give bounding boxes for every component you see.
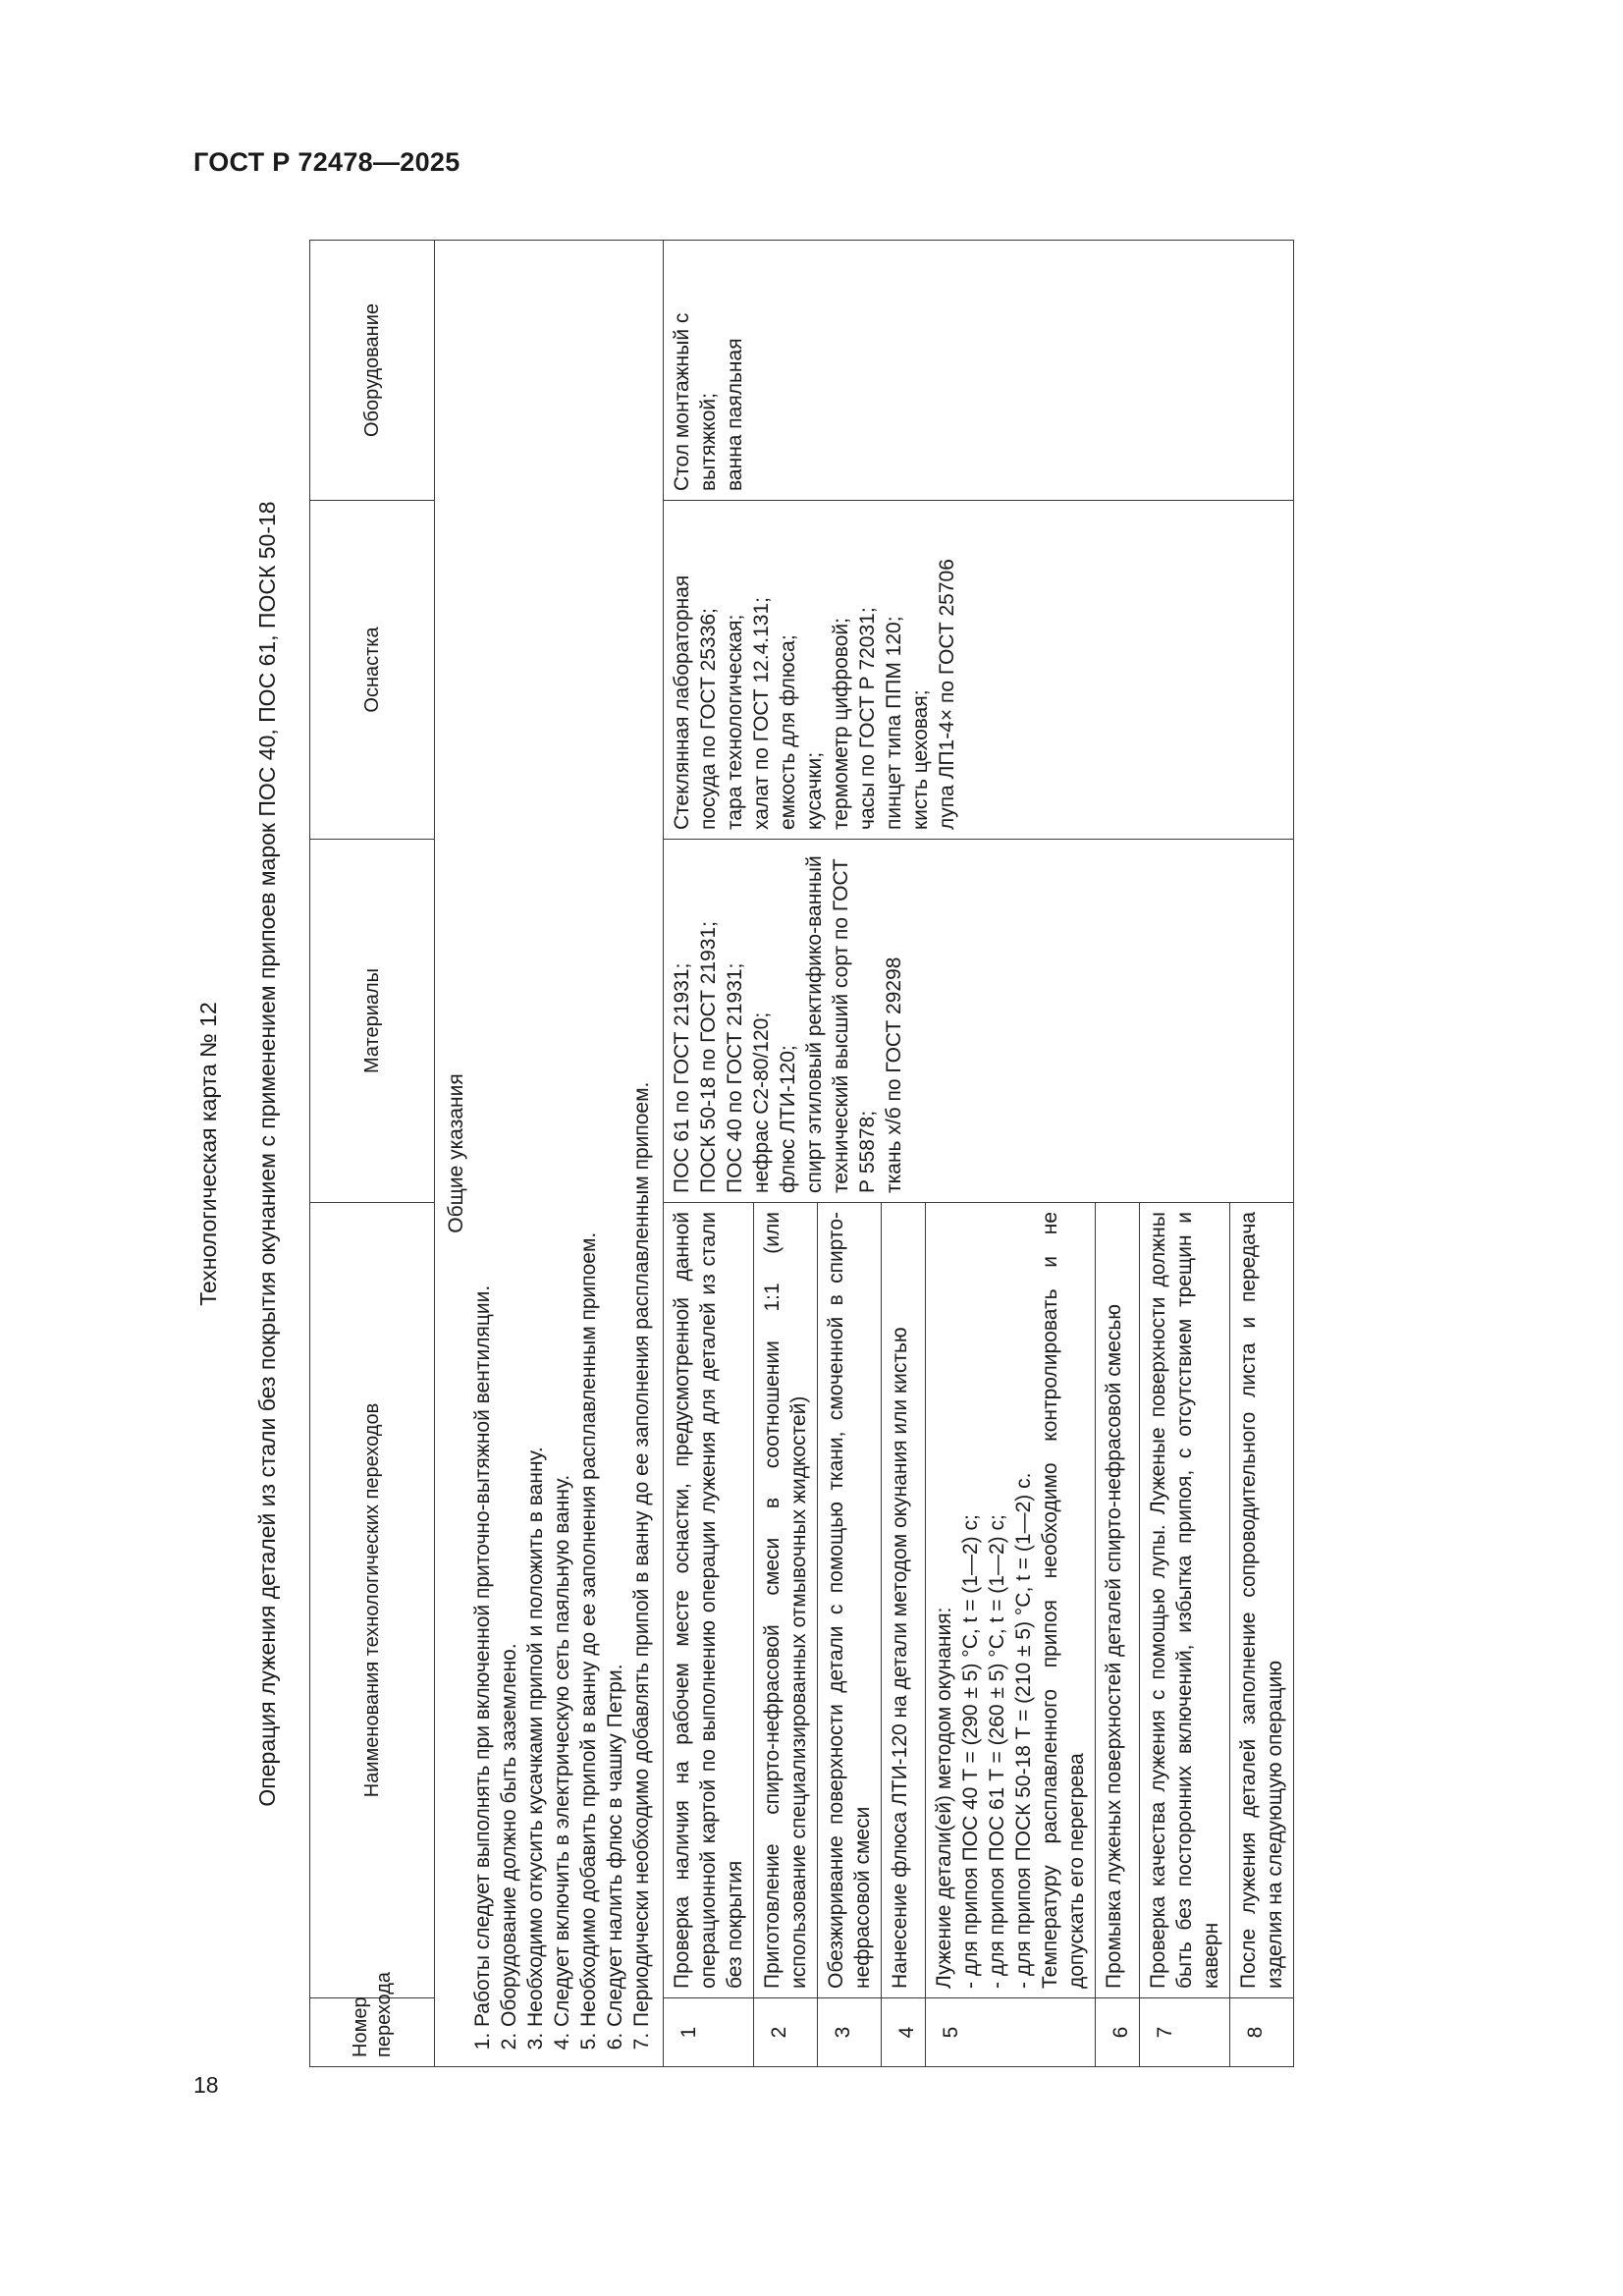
general-instructions-cell (435, 241, 664, 2067)
materials-cell-item: ткань х/б по ГОСТ 29298 (883, 957, 905, 1193)
general-instruction-item: 3. Необходимо откусить кусачками припой и положить в ванну. (522, 250, 549, 2027)
step-description: Нанесение флюса ЛТИ-120 на детали методом окунания или кистью (882, 1203, 926, 1998)
col-header-tooling: Оснастка (310, 501, 435, 840)
general-instructions-title: Общие указания (445, 1073, 467, 1233)
step-description-line: - для припоя ПОС 40 T = (290 ± 5) °C, t = (1—2) с; (959, 1514, 982, 1989)
step-number: 1 (664, 1998, 754, 2067)
col-header-equipment: Оборудование (310, 241, 435, 501)
materials-cell-item: ПОСК 50-18 по ГОСТ 21931; (697, 921, 720, 1193)
step-description-line: Температуру расплавленного припоя необходимо контролировать и не допускать его перегрева (1039, 1212, 1088, 1989)
general-instructions-row (435, 241, 664, 2067)
step-number: 3 (818, 1998, 882, 2067)
rotated-card (193, 231, 1386, 2077)
tooling-cell (664, 501, 1294, 840)
materials-cell-item: ПОС 61 по ГОСТ 21931; (671, 962, 693, 1193)
materials-cell-item: спирт этиловый ректифико-ванный технический высший сорт по ГОСТ Р 55878; (803, 855, 879, 1193)
step-description: Приготовление спирто-нефрасовой смеси в соотношении 1:1 (или использование специализированных отмывочных жидкостей) (754, 1203, 818, 1998)
general-instruction-item: 4. Следует включить в электрическую сеть паяльную ванну. (549, 250, 575, 2027)
step-number: 6 (1096, 1998, 1140, 2067)
step-description: После лужения деталей заполнение сопроводительного листа и передача изделия на следующую операцию (1230, 1203, 1294, 1998)
step-number: 2 (754, 1998, 818, 2067)
step-description: Проверка наличия на рабочем месте оснастки, предусмотренной данной операционной картой по выполнению операции лужения для деталей из стали без покрытия (664, 1203, 754, 1998)
general-instruction-item: 5. Необходимо добавить припой в ванну до ее заполнения расплавленным припоем. (575, 250, 602, 2027)
general-instruction-item: 1. Работы следует выполнять при включенной приточно-вытяжной вентиляции. (469, 250, 496, 2027)
general-instruction-item: 6. Следует налить флюс в чашку Петри. (602, 250, 628, 2027)
step-number: 7 (1140, 1998, 1230, 2067)
step-description-line: - для припоя ПОС 61 T = (260 ± 5) °C, t = (1—2) с; (986, 1514, 1008, 1989)
step-description-line: - для припоя ПОСК 50-18 T = (210 ± 5) °C, t = (1—2) с. (1012, 1472, 1035, 1989)
tooling-cell-item: кисть цеховая; (909, 689, 932, 830)
tooling-cell-item: халат по ГОСТ 12.4.131; (750, 597, 773, 830)
materials-cell-item: нефрас С2-80/120; (750, 1011, 773, 1193)
step-number: 8 (1230, 1998, 1294, 2067)
table-header-row (310, 241, 435, 2067)
step-number: 4 (882, 1998, 926, 2067)
tooling-cell-item: тара технологическая; (724, 614, 746, 830)
document-header: ГОСТ Р 72478—2025 (193, 147, 460, 177)
tooling-cell-item: емкость для флюса; (777, 634, 799, 830)
step-description (926, 1203, 1096, 1998)
equipment-cell-item: Стол монтажный с вытяжкой; (671, 312, 720, 491)
tooling-cell-item: пинцет типа ППМ 120; (883, 616, 905, 830)
step-row (664, 241, 754, 2067)
materials-cell (664, 840, 1294, 1203)
tooling-cell-item: термометр цифровой; (830, 618, 852, 830)
col-header-materials: Материалы (310, 840, 435, 1203)
page-number: 18 (193, 2072, 219, 2098)
col-header-number: Номер перехода (310, 1998, 435, 2067)
tech-card-table (309, 240, 1294, 2067)
general-instruction-item: 7. Периодически необходимо добавлять припой в ванну до ее заполнения расплавленным припоем. (628, 250, 655, 2027)
step-description-line: Лужение детали(ей) методом окунания: (933, 1607, 955, 1989)
step-description: Промывка луженых поверхностей деталей спирто-нефрасовой смесью (1096, 1203, 1140, 1998)
tooling-cell-item: лупа ЛП1-4× по ГОСТ 25706 (936, 559, 958, 830)
materials-cell-item: флюс ЛТИ-120; (777, 1045, 799, 1193)
tooling-cell-item: часы по ГОСТ Р 72031; (856, 607, 879, 830)
general-instructions-list (469, 250, 655, 2056)
step-description: Проверка качества лужения с помощью лупы. Луженые поверхности должны быть без посторонних включений, избытка припоя, с отсутствием трещин и каверн (1140, 1203, 1230, 1998)
step-number: 5 (926, 1998, 1096, 2067)
step-description: Обезжиривание поверхности детали с помощью ткани, смоченной в спирто-нефрасовой смеси (818, 1203, 882, 1998)
tooling-cell-item: Стеклянная лабораторная посуда по ГОСТ 25336; (671, 574, 720, 830)
operation-title: Операция лужения деталей из стали без покрытия окунанием с применением припоев марок ПОС 40, ПОС 61, ПОСК 50-18 (254, 501, 280, 1807)
general-instruction-item: 2. Оборудование должно быть заземлено. (496, 250, 522, 2027)
materials-cell-item: ПОС 40 по ГОСТ 21931; (724, 962, 746, 1193)
tooling-cell-item: кусачки; (803, 751, 826, 830)
equipment-cell-item: ванна паяльная (724, 338, 746, 491)
equipment-cell (664, 241, 1294, 501)
col-header-transitions: Наименования технологических переходов (310, 1203, 435, 1998)
card-title: Технологическая карта № 12 (195, 1002, 221, 1306)
